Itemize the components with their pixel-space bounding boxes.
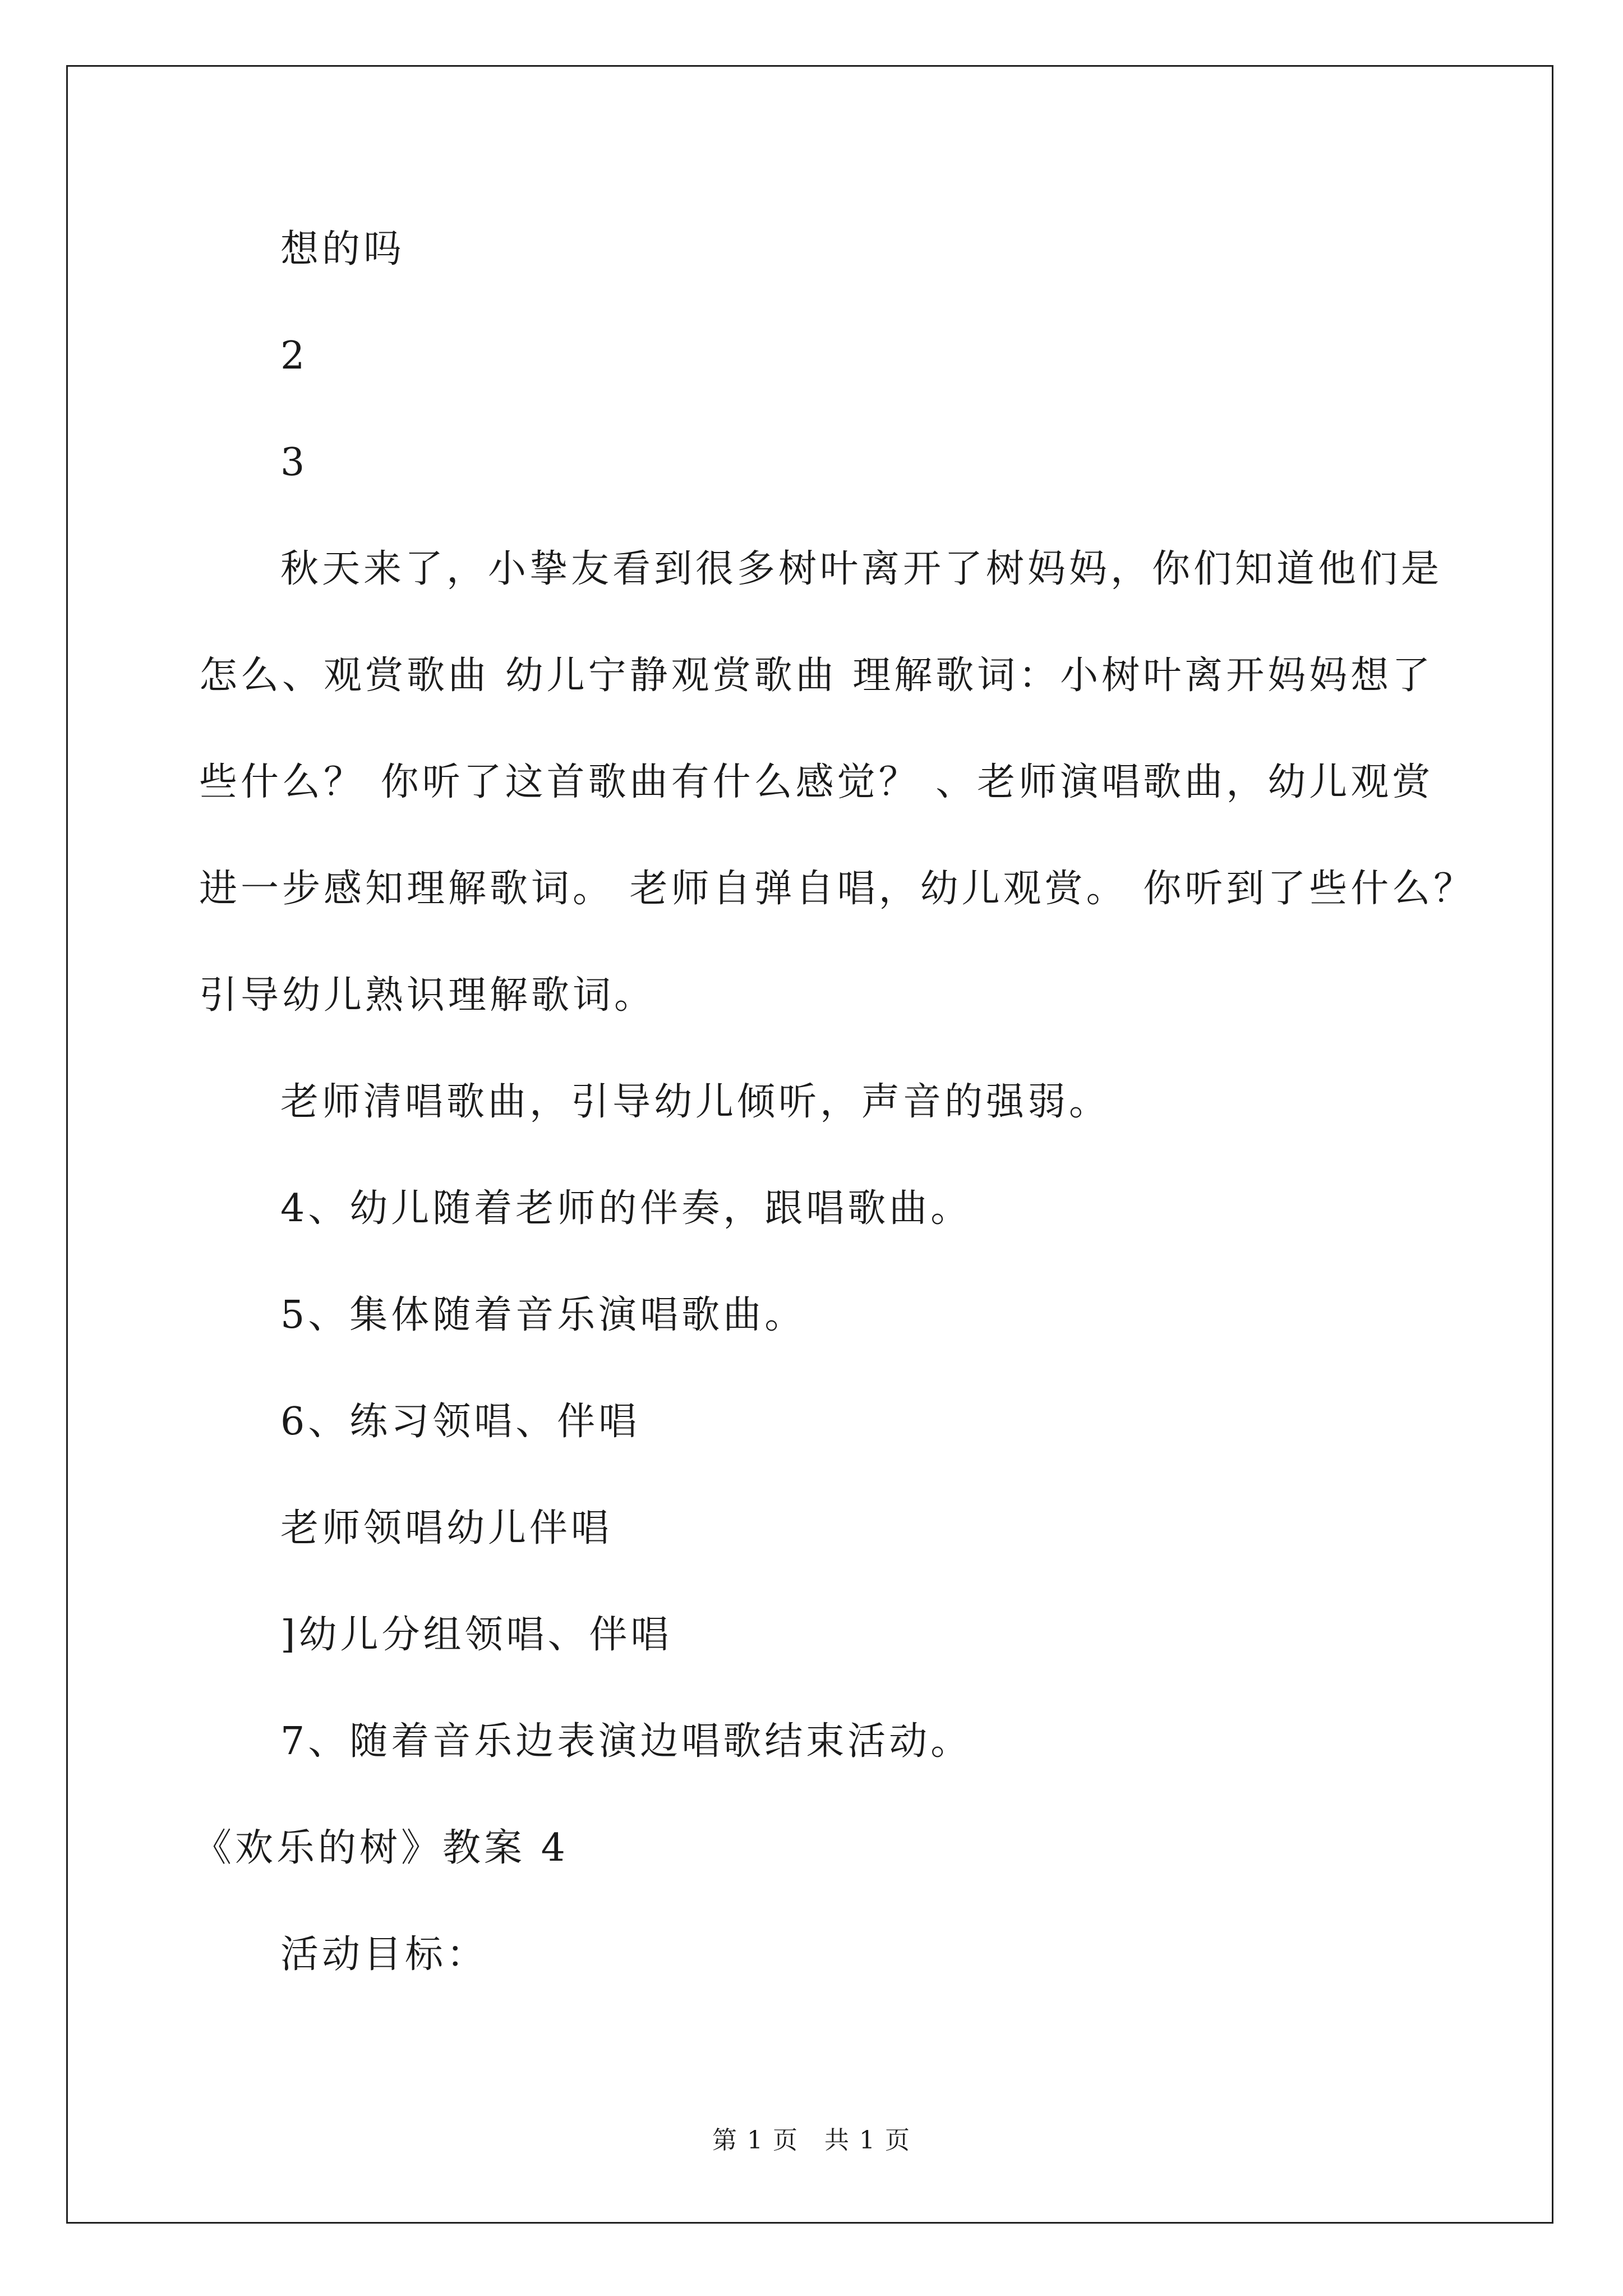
text-line: 进一步感知理解歌词。 老师自弹自唱，幼儿观赏。 你听到了些什么？ [199,867,1476,911]
text-line: 2 [280,334,308,378]
section-heading: 《欢乐的树》教案 4 [193,1826,569,1870]
page-footer: 第 1 页 共 1 页 [712,2126,911,2155]
text-line: 老师领唱幼儿伴唱 [280,1506,613,1550]
text-line: 怎么、观赏歌曲 幼儿宁静观赏歌曲 理解歌词：小树叶离开妈妈想了 [199,654,1434,698]
text-line: 活动目标： [280,1932,488,1977]
text-line: 3 [280,440,308,485]
text-line: 7、随着音乐边表演边唱歌结束活动。 [280,1719,972,1764]
text-line: 5、集体随着音乐演唱歌曲。 [280,1293,806,1337]
text-line: 引导幼儿熟识理解歌词。 [199,973,656,1018]
text-line: 些什么？ 你听了这首歌曲有什么感觉？ 、老师演唱歌曲，幼儿观赏 [199,760,1434,804]
text-line: 4、幼儿随着老师的伴奏，跟唱歌曲。 [280,1186,972,1231]
text-line: 6、练习领唱、伴唱 [280,1400,640,1444]
text-line: 秋天来了，小挚友看到很多树叶离开了树妈妈，你们知道他们是 [280,547,1443,591]
text-line: ]幼儿分组领唱、伴唱 [280,1613,672,1657]
text-line: 想的吗 [280,227,405,272]
text-line: 老师清唱歌曲，引导幼儿倾听，声音的强弱。 [280,1080,1111,1124]
